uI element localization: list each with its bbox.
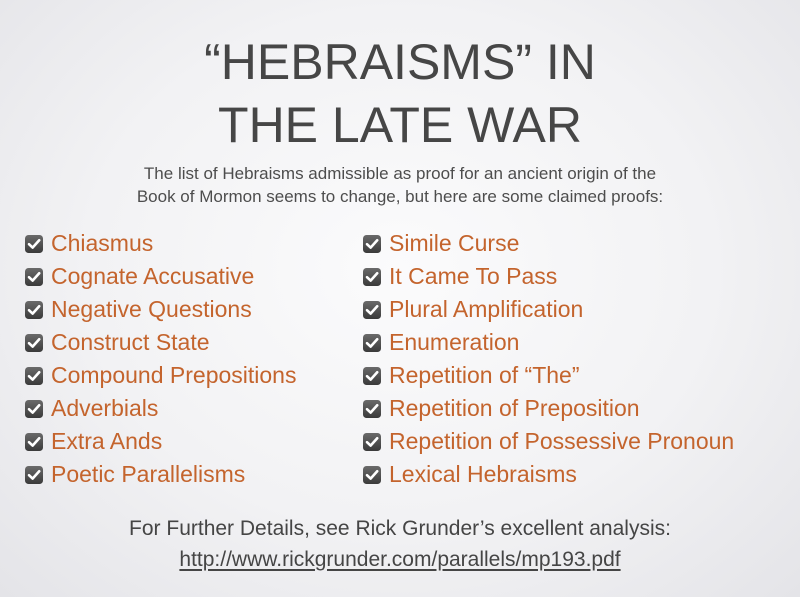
- list-item: [24, 425, 296, 458]
- checkbox-checked-icon: [362, 234, 382, 254]
- list-item-label: Compound Prepositions: [51, 362, 297, 388]
- list-item-label: It Came To Pass: [389, 263, 558, 289]
- source-link[interactable]: http://www.rickgrunder.com/parallels/mp193.pdf: [179, 548, 621, 571]
- checkbox-checked-icon: [362, 432, 382, 452]
- list-item: [24, 260, 296, 293]
- list-item-label: Cognate Accusative: [51, 263, 255, 289]
- list-item-label: Adverbials: [51, 395, 159, 421]
- footer-link-line: [0, 546, 800, 574]
- list-item-label: Repetition of Preposition: [389, 395, 640, 421]
- checkbox-checked-icon: [24, 333, 44, 353]
- checkbox-checked-icon: [362, 267, 382, 287]
- checkbox-checked-icon: [24, 366, 44, 386]
- list-item: [24, 326, 296, 359]
- checkbox-checked-icon: [24, 234, 44, 254]
- list-item: [24, 293, 296, 326]
- list-item: [362, 326, 734, 359]
- list-item: [362, 227, 734, 260]
- list-item-label: Repetition of Possessive Pronoun: [389, 428, 735, 454]
- list-item-label: Lexical Hebraisms: [389, 461, 577, 487]
- list-item: [362, 392, 734, 425]
- checkbox-checked-icon: [362, 399, 382, 419]
- checkbox-checked-icon: [24, 465, 44, 485]
- checkbox-checked-icon: [362, 300, 382, 320]
- checkbox-checked-icon: [24, 300, 44, 320]
- list-item: [362, 359, 734, 392]
- right-proof-list: [362, 227, 734, 491]
- list-item-label: Plural Amplification: [389, 296, 584, 322]
- list-item-label: Construct State: [51, 329, 210, 355]
- list-item-label: Repetition of “The”: [389, 362, 580, 388]
- checkbox-checked-icon: [24, 432, 44, 452]
- list-item: [362, 293, 734, 326]
- list-item: [24, 392, 296, 425]
- list-item-label: Poetic Parallelisms: [51, 461, 246, 487]
- list-item: [362, 425, 734, 458]
- checkbox-checked-icon: [362, 366, 382, 386]
- list-item-label: Chiasmus: [51, 230, 154, 256]
- slide-title-line-1: “HEBRAISMS” IN: [204, 34, 596, 90]
- list-item-label: Enumeration: [389, 329, 520, 355]
- list-item-label: Negative Questions: [51, 296, 252, 322]
- list-item-label: Extra Ands: [51, 428, 163, 454]
- subtitle-line-2: Book of Mormon seems to change, but here are some claimed proofs:: [136, 187, 664, 206]
- checkbox-checked-icon: [24, 267, 44, 287]
- list-item: [24, 227, 296, 260]
- list-item: [362, 260, 734, 293]
- list-item: [362, 458, 734, 491]
- subtitle-line-1: The list of Hebraisms admissible as proof for an ancient origin of the: [143, 164, 657, 183]
- list-item: [24, 359, 296, 392]
- list-item-label: Simile Curse: [389, 230, 520, 256]
- slide-title-line-2: THE LATE WAR: [218, 97, 582, 153]
- left-proof-list: [24, 227, 296, 491]
- list-item: [24, 458, 296, 491]
- checkbox-checked-icon: [362, 465, 382, 485]
- checkbox-checked-icon: [362, 333, 382, 353]
- checkbox-checked-icon: [24, 399, 44, 419]
- footer-text: For Further Details, see Rick Grunder’s excellent analysis:: [129, 517, 671, 540]
